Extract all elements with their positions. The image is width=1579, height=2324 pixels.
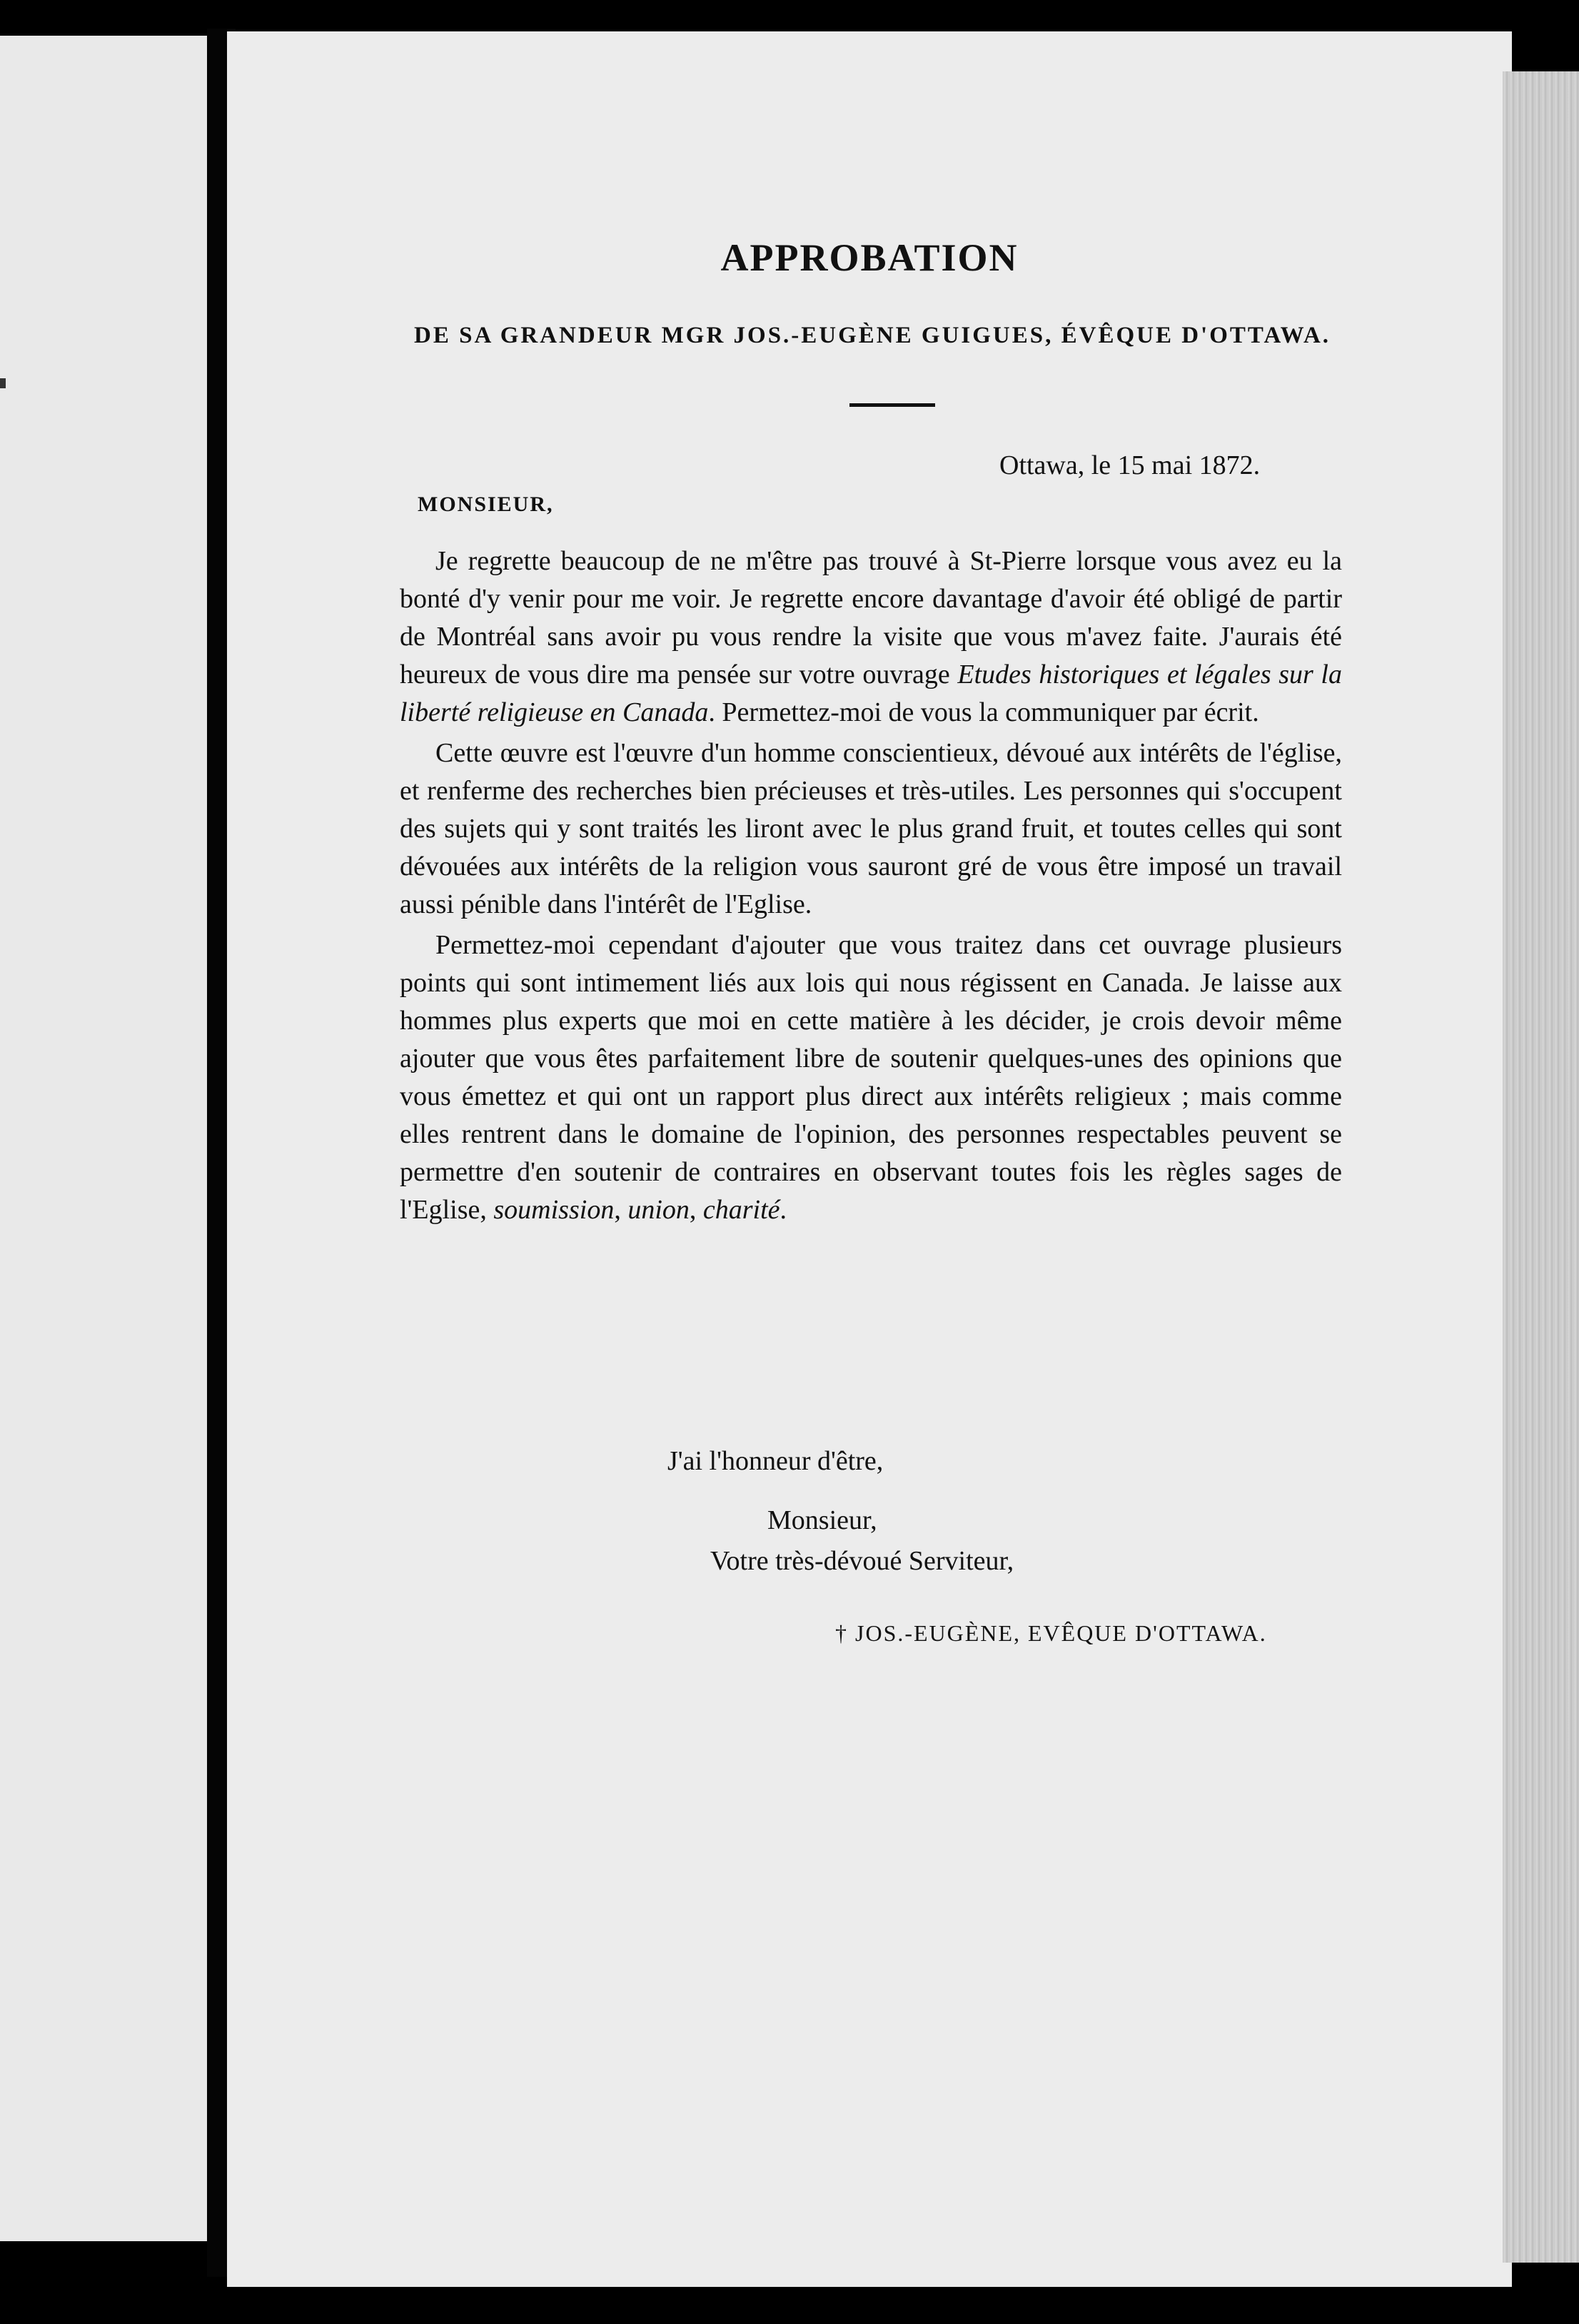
margin-mark [0, 378, 6, 388]
closing-line-3: Votre très-dévoué Serviteur, [710, 1546, 1014, 1576]
signature: † JOS.-EUGÈNE, EVÊQUE D'OTTAWA. [835, 1620, 1267, 1646]
closing-line-2: Monsieur, [767, 1505, 877, 1535]
book-title-italic: Etudes historiques et légales sur la liberté religieuse en Canada [400, 660, 1342, 727]
left-page [0, 36, 207, 2241]
salutation: MONSIEUR, [418, 492, 554, 516]
italic-union: union [627, 1195, 690, 1225]
paragraph-1-text: Je regrette beaucoup de ne m'être pas trouvé à St-Pierre lorsque vous avez eu la bonté d'y venir pour me voir. Je regrette encore davantage d'avoir été obligé de partir de Montréal sans avoir pu vous rendre la visite que vous m'avez faite. J'aurais été heureux de vous dire ma pensée sur votre ouvrage [400, 546, 1342, 689]
paragraph-3-end: . [780, 1195, 787, 1225]
paragraph-1 [400, 542, 1342, 732]
italic-charite: charité [702, 1195, 780, 1225]
paragraph-1-end: . Permettez-moi de vous la communiquer par écrit. [708, 697, 1259, 727]
document-title: APPROBATION [720, 236, 1019, 279]
separator: , [614, 1195, 628, 1225]
document-subtitle: DE SA GRANDEUR MGR JOS.-EUGÈNE GUIGUES, ÉVÊQUE D'OTTAWA. [414, 323, 1331, 348]
paragraph-2: Cette œuvre est l'œuvre d'un homme conscientieux, dévoué aux intérêts de l'église, et renferme des recherches bien précieuses et très-utiles. Les personnes qui s'occupent des sujets qui y sont traités les liront avec le plus grand fruit, et toutes celles qui sont dévouées aux intérêts de la religion vous sauront gré de vous être imposé un travail aussi pénible dans l'intérêt de l'Eglise. [400, 738, 1342, 919]
paragraph-3-text: Permettez-moi cependant d'ajouter que vous traitez dans cet ouvrage plusieurs points qui sont intimement liés aux lois qui nous régissent en Canada. Je laisse aux hommes plus experts que moi en cette matière à les décider, je crois devoir même ajouter que vous êtes parfaitement libre de soutenir quelques-unes des opinions que vous émettez et qui ont un rapport plus direct aux intérêts religieux ; mais comme elles rentrent dans le domaine de l'opinion, des personnes respectables peuvent se permettre d'en soutenir de contraires en observant toutes fois les règles sages de l'Eglise, [400, 930, 1342, 1225]
page-edge [1503, 71, 1579, 2263]
closing-line-1: J'ai l'honneur d'être, [667, 1446, 884, 1476]
letter-body [400, 542, 1342, 1229]
dateline: Ottawa, le 15 mai 1872. [999, 450, 1261, 480]
divider-rule [849, 403, 935, 407]
italic-soumission: soumission [493, 1195, 615, 1225]
paragraph-3 [400, 926, 1342, 1229]
separator: , [689, 1195, 703, 1225]
